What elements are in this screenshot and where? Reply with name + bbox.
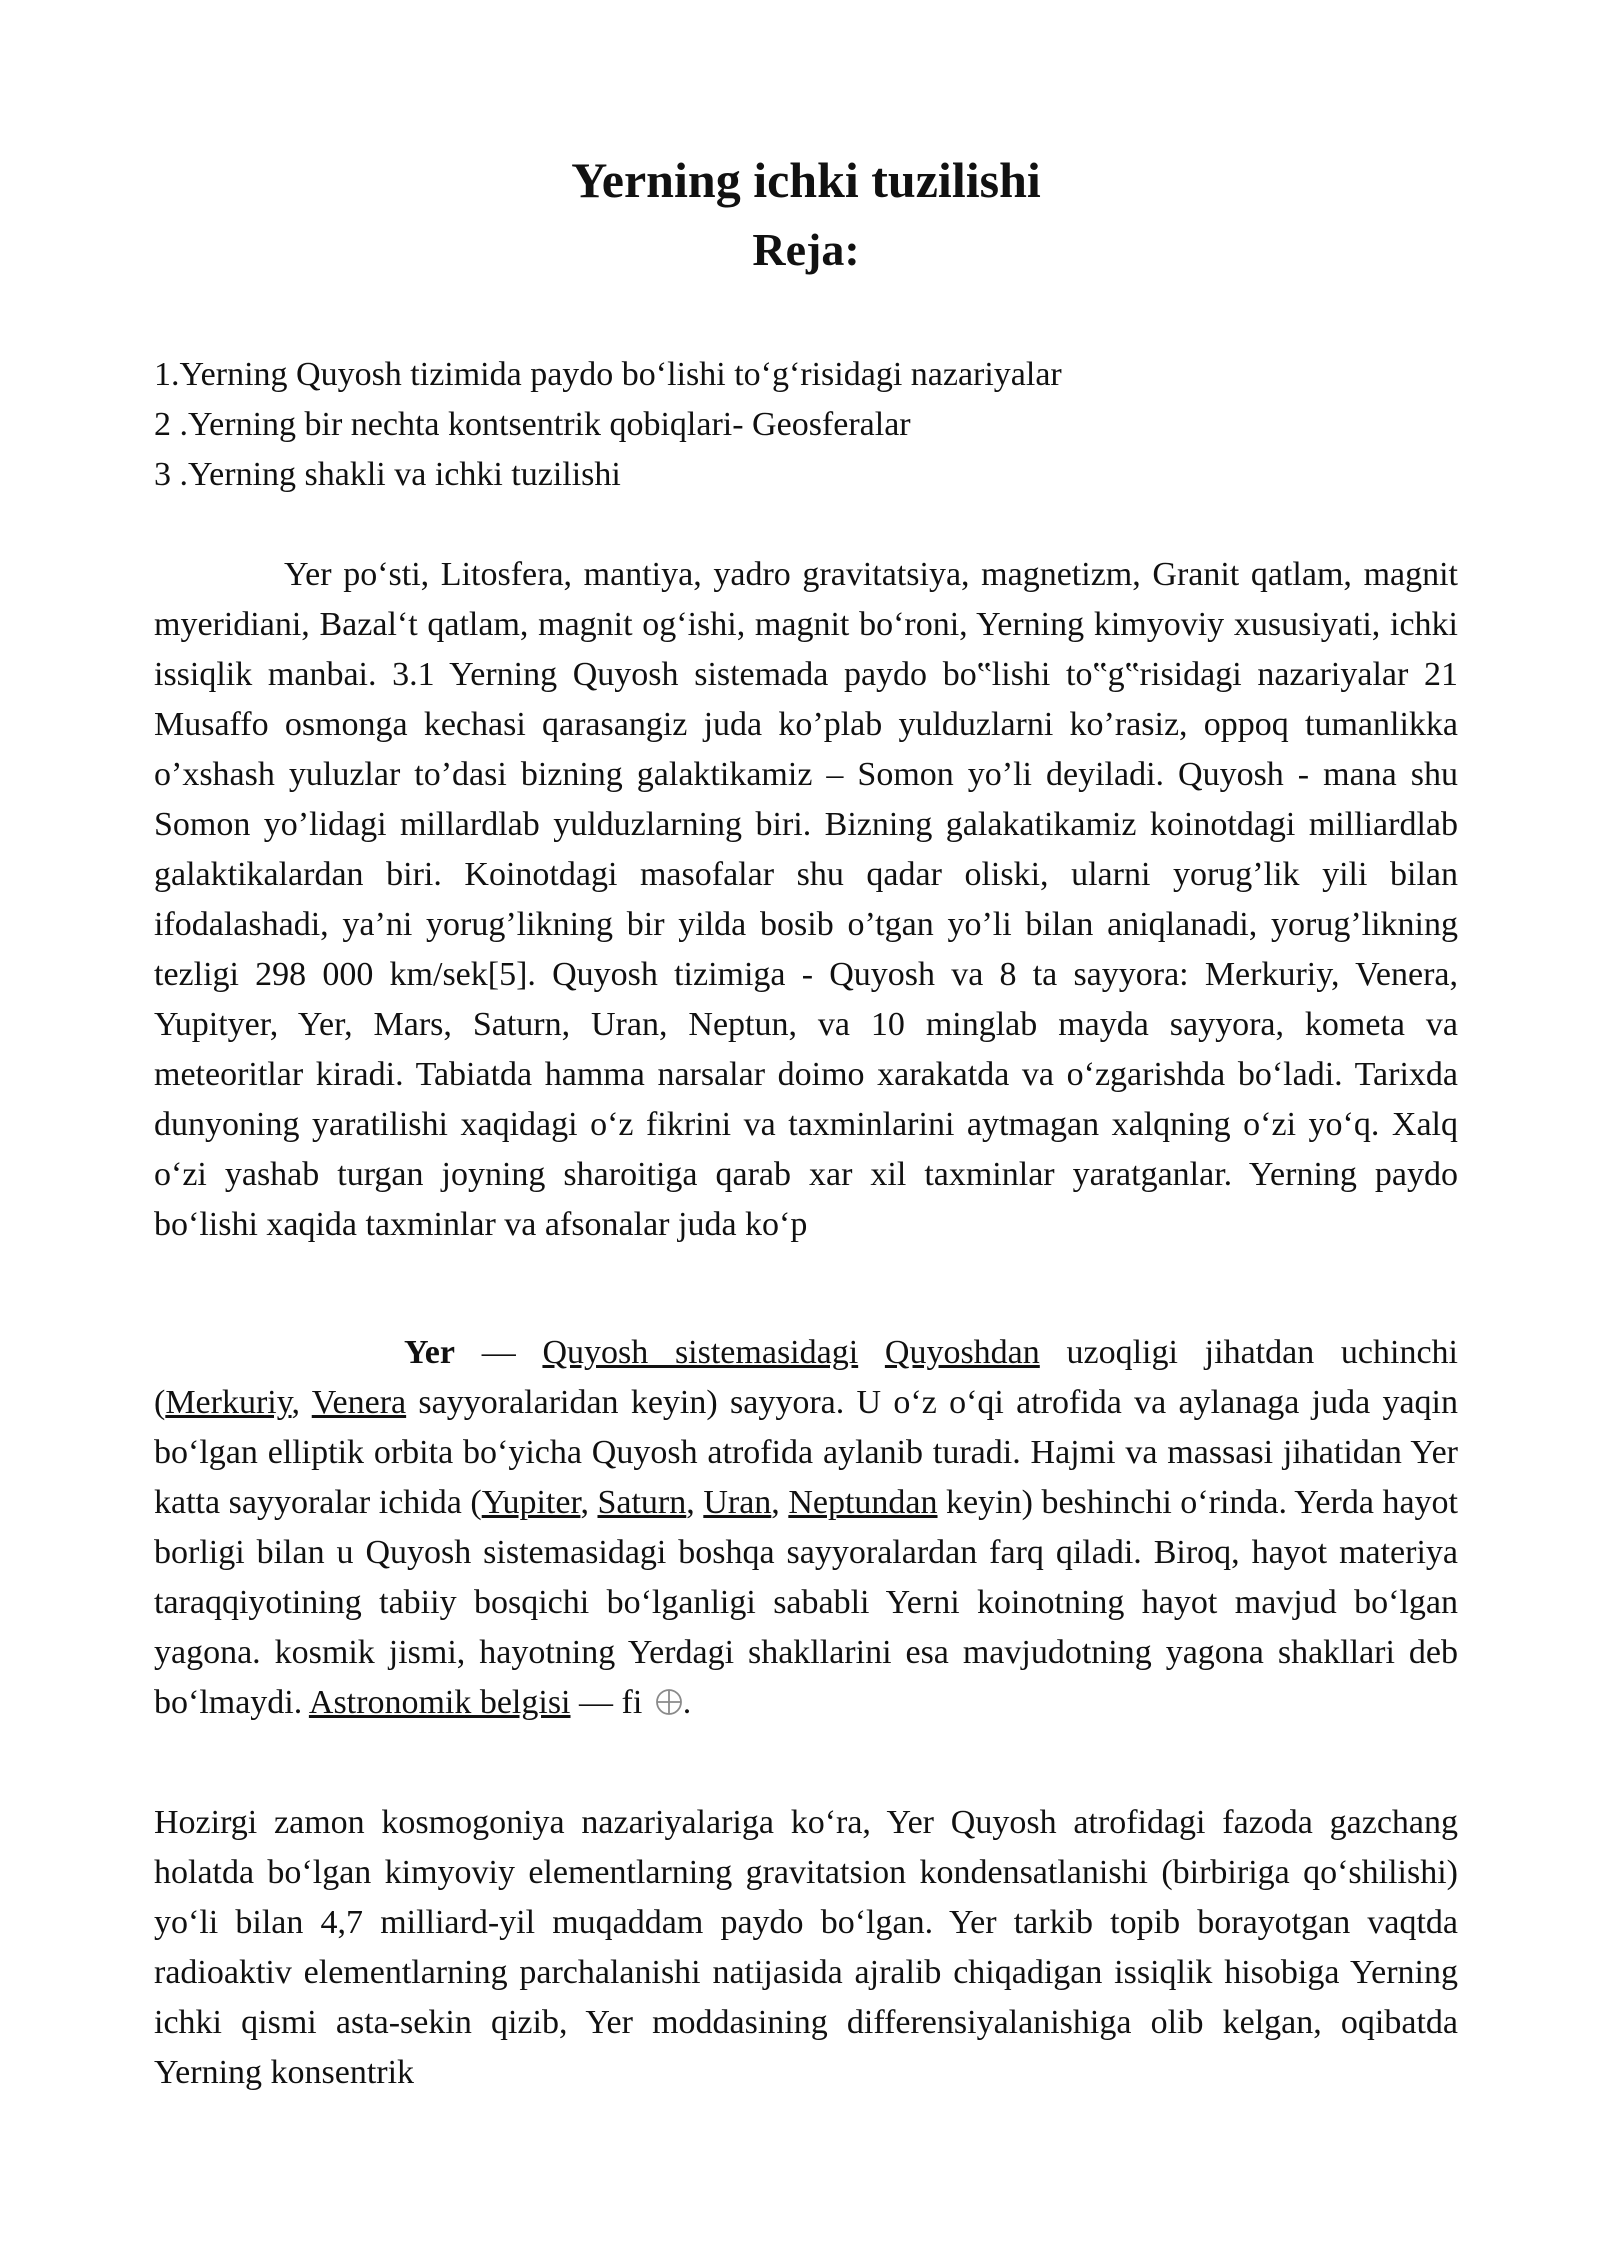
- paragraph-keywords-intro: Yer po‘sti, Litosfera, mantiya, yadro gravitatsiya, magnetizm, Granit qatlam, magnit myeridiani, Bazal‘t qatlam, magnit og‘ishi, magnit bo‘roni, Yerning kimyoviy xususiyati, ichki issiqlik manbai. 3.1 Yerning Quyosh sistemada paydo bo‟lishi to‟g‟risidagi nazariyalar 21 Musaffo osmonga kechasi qarasangiz juda ko’plab yulduzlarni ko’rasiz, oppoq tumanlikka o’xshash yuluzlar to’dasi bizning galaktikamiz – Somon yo’li deyiladi. Quyosh - mana shu Somon yo’lidagi millardlab yulduzlarning biri. Bizning galakatikamiz koinotdagi milliardlab galaktikalardan biri. Koinotdagi masofalar shu qadar oliski, ularni yorug’lik yili bilan ifodalashadi, ya’ni yorug’likning bir yilda bosib o’tgan yo’li bilan aniqlanadi, yorug’likning tezligi 298 000 km/sek[5]. Quyosh tizimiga - Quyosh va 8 ta sayyora: Merkuriy, Venera, Yupityer, Yer, Mars, Saturn, Uran, Neptun, va 10 minglab mayda sayyora, kometa va meteoritlar kiradi. Tabiatda hamma narsalar doimo xarakatda va o‘zgarishda bo‘ladi. Tarixda dunyoning yaratilishi xaqidagi o‘z fikrini va taxminlarini aytmagan xalqning o‘zi yo‘q. Xalq o‘zi yashab turgan joyning sharoitiga qarab xar xil taxminlar yaratganlar. Yerning paydo bo‘lishi xaqida taxminlar va afsonalar juda ko‘p: [154, 556, 1458, 1243]
- earth-bold-term: Yer: [404, 1334, 455, 1371]
- link-saturn[interactable]: Saturn: [597, 1484, 687, 1521]
- link-astronomik-belgisi[interactable]: Astronomik belgisi: [308, 1684, 571, 1721]
- text-span: ,: [580, 1484, 598, 1521]
- text-span: [858, 1334, 885, 1371]
- earth-symbol-icon: [655, 1688, 683, 1716]
- link-neptundan[interactable]: Neptundan: [788, 1484, 938, 1521]
- text-span: ,: [686, 1484, 704, 1521]
- link-quyoshdan[interactable]: Quyoshdan: [884, 1334, 1040, 1371]
- text-span: —: [454, 1334, 543, 1371]
- text-span: uzoqligi jihatdan uchinchi (: [154, 1334, 1459, 1421]
- text-span: ,: [291, 1384, 312, 1421]
- link-venera[interactable]: Venera: [311, 1384, 407, 1421]
- plan-list: [154, 350, 1458, 500]
- link-uran[interactable]: Uran: [703, 1484, 772, 1521]
- link-yupiter[interactable]: Yupiter: [481, 1484, 581, 1521]
- text-span: sayyoralaridan keyin) sayyora. U o‘z o‘qi atrofida va aylanaga juda yaqin bo‘lgan elliptik orbita bo‘yicha Quyosh atrofida aylanib turadi. Hajmi va massasi jihatidan Yer katta sayyoralar ichida (: [154, 1384, 1459, 1521]
- text-span: .: [682, 1684, 692, 1721]
- text-span: keyin) beshinchi o‘rinda. Yerda hayot borligi bilan u Quyosh sistemasidagi boshqa sayyoralardan farq qiladi. Biroq, hayot materiya taraqqiyotining tabiiy bosqichi bo‘lganligi sababli Yerni koinotning hayot mavjud bo‘lgan yagona. kosmik jismi, hayotning Yerdagi shakllarini esa mavjudotning yagona shakllari deb bo‘lmaydi.: [154, 1484, 1459, 1721]
- plan-item: 2 .Yerning bir nechta kontsentrik qobiqlari- Geosferalar: [154, 406, 911, 443]
- plan-item: 3 .Yerning shakli va ichki tuzilishi: [154, 456, 621, 493]
- text-span: — fi: [570, 1684, 651, 1721]
- paragraph-earth-description: [154, 1328, 1458, 1728]
- link-quyosh-sistemasidagi[interactable]: Quyosh sistemasidagi: [542, 1334, 859, 1371]
- text-span: ,: [771, 1484, 789, 1521]
- link-merkuriy[interactable]: Merkuriy: [165, 1384, 292, 1421]
- document-title: Yerning ichki tuzilishi: [571, 152, 1041, 208]
- plan-heading: Reja:: [752, 224, 860, 275]
- paragraph-cosmogony: Hozirgi zamon kosmogoniya nazariyalariga ko‘ra, Yer Quyosh atrofidagi fazoda gazchang holatda bo‘lgan kimyoviy elementlarning gravitatsion kondensatlanishi (birbiriga qo‘shilishi) yo‘li bilan 4,7 milliard-yil muqaddam paydo bo‘lgan. Yer tarkib topib borayotgan vaqtda radioaktiv elementlarning parchalanishi natijasida ajralib chiqadigan issiqlik hisobiga Yerning ichki qismi asta-sekin qizib, Yer moddasining differensiyalanishiga olib kelgan, oqibatda Yerning konsentrik: [154, 1804, 1458, 2091]
- plan-item: 1.Yerning Quyosh tizimida paydo bo‘lishi to‘g‘risidagi nazariyalar: [154, 356, 1062, 393]
